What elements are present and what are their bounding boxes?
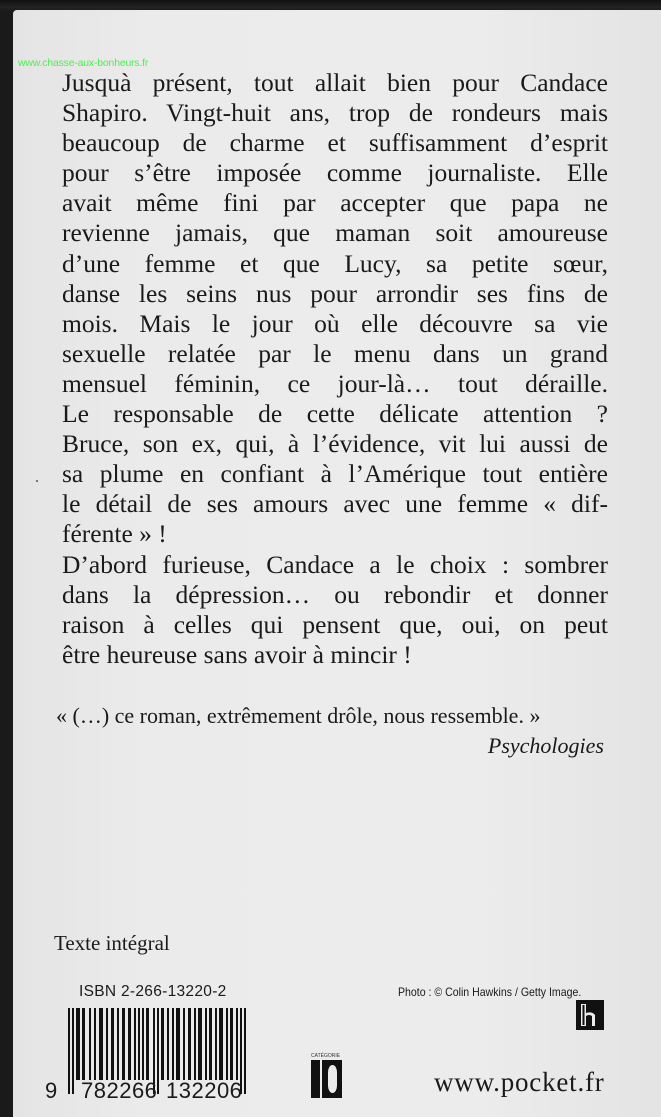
blurb-line: être heureuse sans avoir à mincir !	[62, 639, 412, 669]
blurb-line: d’une femme et que Lucy, sa petite sœur,	[62, 248, 608, 278]
blurb-line: beaucoup de charme et suffisamment d’esprit	[62, 128, 608, 158]
barcode-left-digits: 782266	[81, 1078, 158, 1103]
blurb-line: D’abord furieuse, Candace a le choix : sombrer	[62, 549, 608, 579]
photo-credit: Photo : © Colin Hawkins / Getty Image.	[398, 985, 582, 999]
blurb-line: férente » !	[62, 519, 167, 549]
digit-zero-shape	[322, 1060, 342, 1098]
blurb-line: sa plume en confiant à l’Amérique tout entière	[62, 459, 608, 489]
blurb-line: dans la dépression… ou rebondir et donner	[62, 579, 608, 609]
blurb-line: danse les seins nus pour arrondir ses fins de	[62, 278, 608, 308]
stray-mark	[36, 480, 38, 482]
barcode-first-digit: 9	[45, 1078, 58, 1103]
isbn-label: ISBN 2-266-13220-2	[79, 983, 227, 1000]
publisher-logo-icon	[576, 1000, 604, 1030]
blurb-line: Jusquà présent, tout allait bien pour Candace	[62, 68, 608, 97]
blurb-line: sexuelle relatée par le menu dans un grand	[62, 338, 608, 368]
blurb-line: le détail de ses amours avec une femme « dif-	[62, 489, 608, 519]
edition-note: Texte intégral	[54, 931, 170, 955]
blurb-line: avait même fini par accepter que papa ne	[62, 188, 608, 218]
blurb-line: Bruce, son ex, qui, à l’évidence, vit lui aussi de	[62, 429, 608, 459]
barcode-right-digits: 132206	[166, 1078, 243, 1103]
digit-one-shape	[311, 1060, 320, 1098]
blurb-line: Shapiro. Vingt-huit ans, trop de rondeurs mais	[62, 98, 608, 128]
category-number-icon	[311, 1060, 345, 1098]
blurb-line: mois. Mais le jour où elle découvre sa vie	[62, 308, 608, 338]
price-category-badge	[311, 1053, 347, 1099]
publisher-website: www.pocket.fr	[434, 1067, 605, 1097]
review-quote: « (…) ce roman, extrêmement drôle, nous ressemble. »	[56, 703, 541, 728]
blurb-line: revienne jamais, que maman soit amoureuse	[62, 218, 608, 248]
blurb-text	[62, 68, 608, 670]
blurb-line: mensuel féminin, ce jour-là… tout déraille.	[62, 368, 608, 398]
watermark: www.chasse-aux-bonheurs.fr	[18, 57, 149, 69]
category-label: CATÉGORIE	[311, 1053, 341, 1059]
review-source: Psychologies	[487, 733, 604, 758]
blurb-line: pour s’être imposée comme journaliste. Elle	[62, 158, 608, 188]
blurb-line: raison à celles qui pensent que, oui, on peut	[62, 609, 608, 639]
blurb-line: Le responsable de cette délicate attention ?	[62, 399, 608, 429]
bottom-edge-shadow	[0, 1097, 8, 1117]
